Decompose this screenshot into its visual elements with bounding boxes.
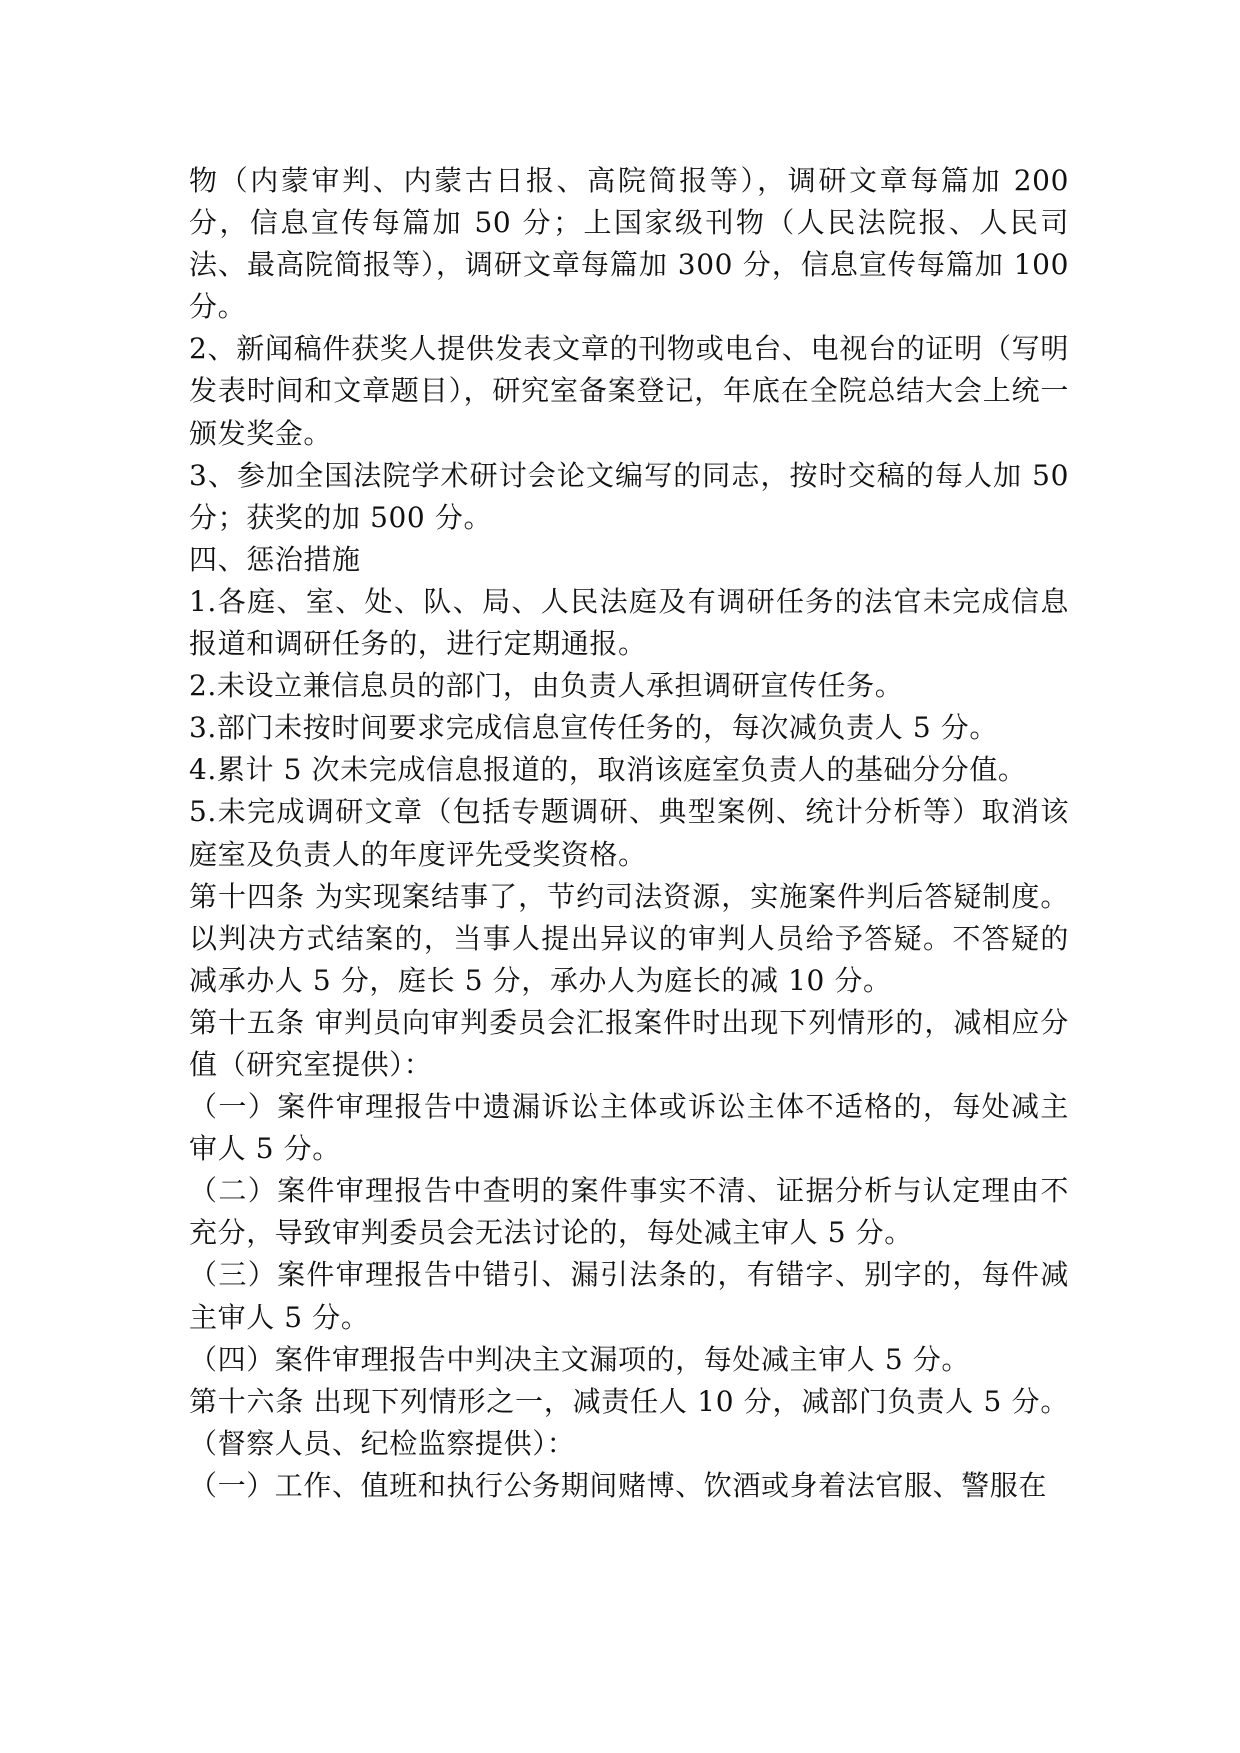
article-15-item-1: （一）案件审理报告中遗漏诉讼主体或诉讼主体不适格的，每处减主审人 5 分。	[189, 1090, 1069, 1166]
article-16: 第十六条 出现下列情形之一，减责任人 10 分，减部门负责人 5 分。（督察人员、纪检监察提供）：	[189, 1384, 1069, 1460]
paragraph-penalty-4: 4.累计 5 次未完成信息报道的，取消该庭室负责人的基础分分值。	[189, 753, 1027, 787]
paragraph-penalty-3: 3.部门未按时间要求完成信息宣传任务的，每次减负责人 5 分。	[189, 711, 998, 745]
article-16-item-1: （一）工作、值班和执行公务期间赌博、饮酒或身着法官服、警服在	[189, 1468, 1048, 1502]
article-15-item-2: （二）案件审理报告中查明的案件事实不清、证据分析与认定理由不充分，导致审判委员会无法讨论的，每处减主审人 5 分。	[189, 1174, 1069, 1250]
article-15: 第十五条 审判员向审判委员会汇报案件时出现下列情形的，减相应分值（研究室提供）：	[189, 1005, 1069, 1081]
article-15-item-4: （四）案件审理报告中判决主文漏项的，每处减主审人 5 分。	[189, 1342, 971, 1376]
paragraph-penalty-2: 2.未设立兼信息员的部门，由负责人承担调研宣传任务。	[189, 669, 904, 703]
paragraph-penalty-1: 1.各庭、室、处、队、局、人民法庭及有调研任务的法官未完成信息报道和调研任务的，进行定期通报。	[189, 584, 1069, 661]
paragraph-award-certification: 2、新闻稿件获奖人提供发表文章的刊物或电台、电视台的证明（写明发表时间和文章题目），研究室备案登记，年底在全院总结大会上统一颁发奖金。	[189, 332, 1069, 450]
article-14: 第十四条 为实现案结事了，节约司法资源，实施案件判后答疑制度。以判决方式结案的，当事人提出异议的审判人员给予答疑。不答疑的减承办人 5 分，庭长 5 分，承办人为庭长的减 10 分。	[189, 879, 1069, 997]
paragraph-publication-scoring: 物（内蒙审判、内蒙古日报、高院简报等），调研文章每篇加 200 分，信息宣传每篇加 50 分；上国家级刊物（人民法院报、人民司法、最高院简报等），调研文章每篇加 300 分，信息宣传每篇加 100 分。	[189, 164, 1069, 324]
section-heading-penalties: 四、惩治措施	[189, 542, 361, 576]
paragraph-seminar-papers: 3、参加全国法院学术研讨会论文编写的同志，按时交稿的每人加 50 分；获奖的加 500 分。	[189, 458, 1069, 534]
paragraph-penalty-5: 5.未完成调研文章（包括专题调研、典型案例、统计分析等）取消该庭室及负责人的年度评先受奖资格。	[189, 795, 1069, 871]
article-15-item-3: （三）案件审理报告中错引、漏引法条的，有错字、别字的，每件减主审人 5 分。	[189, 1258, 1069, 1334]
document-body	[189, 160, 1069, 1507]
